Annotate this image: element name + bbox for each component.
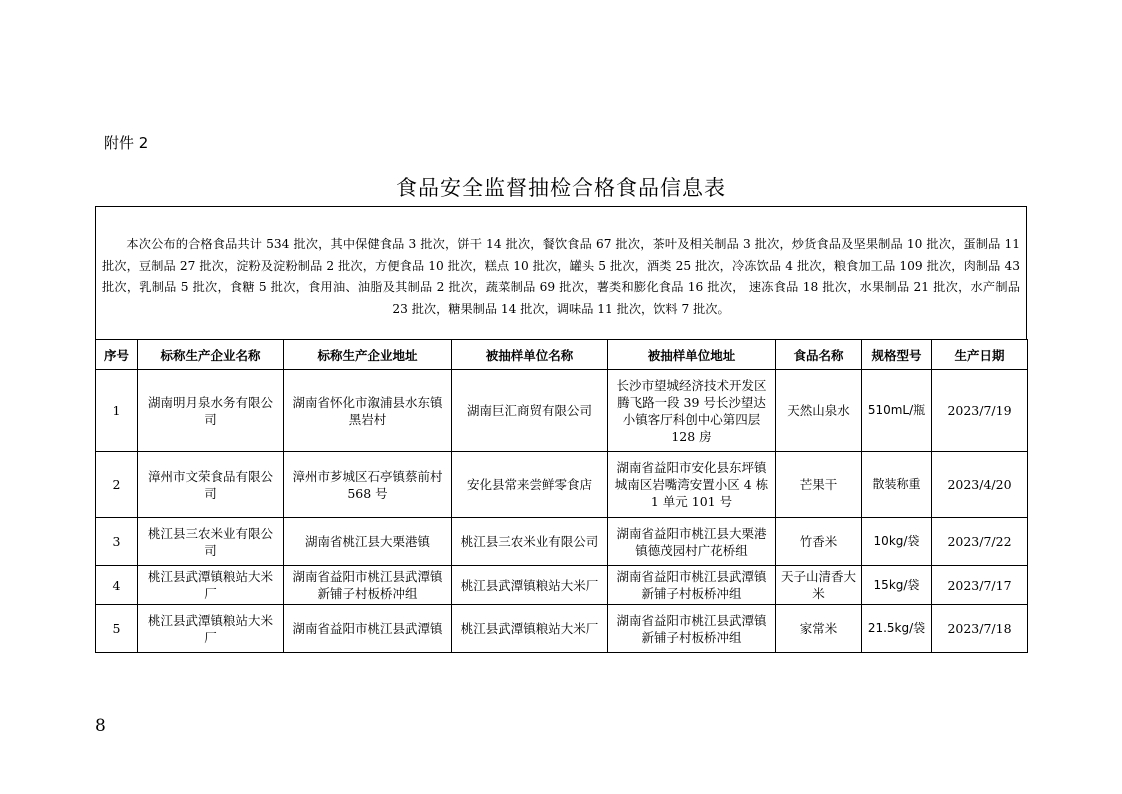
- cell-sampled-unit-name: 桃江县三农米业有限公司: [452, 518, 608, 566]
- cell-manufacturer-name: 桃江县三农米业有限公司: [138, 518, 284, 566]
- table-row: [96, 518, 1028, 566]
- cell-specification: 散装称重: [862, 452, 932, 518]
- summary-text: 本次公布的合格食品共计 534 批次，其中保健食品 3 批次，饼干 14 批次，餐饮食品 67 批次，茶叶及相关制品 3 批次，炒货食品及坚果制品 10 批次，蛋制品 11 批次，豆制品 27 批次，淀粉及淀粉制品 2 批次，方便食品 10 批次，糕点 10 批次，罐头 5 批次，酒类 25 批次，冷冻饮品 4 批次，粮食加工品 109 批次，肉制品 43 批次，乳制品 5 批次，食糖 5 批次，食用油、油脂及其制品 2 批次，蔬菜制品 69 批次，薯类和膨化食品 16 批次， 速冻食品 18 批次，水果制品 21 批次，水产制品 23 批次，糖果制品 14 批次，调味品 11 批次，饮料 7 批次。: [102, 237, 1020, 316]
- summary-box: [95, 206, 1027, 340]
- cell-production-date: 2023/7/19: [932, 370, 1028, 452]
- cell-manufacturer-address: 湖南省桃江县大栗港镇: [284, 518, 452, 566]
- food-info-table: [95, 339, 1028, 653]
- cell-index: 4: [96, 566, 138, 605]
- table-row: [96, 370, 1028, 452]
- cell-production-date: 2023/7/18: [932, 605, 1028, 653]
- annex-label: 附件 2: [104, 134, 149, 152]
- cell-food-name: 天然山泉水: [776, 370, 862, 452]
- table-row: [96, 452, 1028, 518]
- cell-manufacturer-name: 桃江县武潭镇粮站大米厂: [138, 605, 284, 653]
- page-title: 食品安全监督抽检合格食品信息表: [396, 176, 726, 200]
- cell-index: 3: [96, 518, 138, 566]
- cell-specification: 15kg/袋: [862, 566, 932, 605]
- header-manufacturer-address: 标称生产企业地址: [284, 340, 452, 370]
- header-sampled-unit-name: 被抽样单位名称: [452, 340, 608, 370]
- page-number: 8: [95, 716, 106, 736]
- cell-specification: 510mL/瓶: [862, 370, 932, 452]
- cell-index: 2: [96, 452, 138, 518]
- cell-production-date: 2023/7/22: [932, 518, 1028, 566]
- cell-sampled-unit-address: 湖南省益阳市桃江县武潭镇新铺子村板桥冲组: [608, 566, 776, 605]
- header-sampled-unit-address: 被抽样单位地址: [608, 340, 776, 370]
- cell-manufacturer-address: 湖南省益阳市桃江县武潭镇新铺子村板桥冲组: [284, 566, 452, 605]
- cell-sampled-unit-address: 湖南省益阳市桃江县武潭镇新铺子村板桥冲组: [608, 605, 776, 653]
- header-specification: 规格型号: [862, 340, 932, 370]
- cell-specification: 10kg/袋: [862, 518, 932, 566]
- cell-sampled-unit-name: 湖南巨汇商贸有限公司: [452, 370, 608, 452]
- table-row: [96, 566, 1028, 605]
- cell-food-name: 竹香米: [776, 518, 862, 566]
- header-manufacturer-name: 标称生产企业名称: [138, 340, 284, 370]
- cell-sampled-unit-address: 长沙市望城经济技术开发区腾飞路一段 39 号长沙望达小镇客厅科创中心第四层 128 房: [608, 370, 776, 452]
- cell-food-name: 家常米: [776, 605, 862, 653]
- header-production-date: 生产日期: [932, 340, 1028, 370]
- cell-index: 1: [96, 370, 138, 452]
- cell-sampled-unit-name: 桃江县武潭镇粮站大米厂: [452, 566, 608, 605]
- cell-manufacturer-address: 湖南省益阳市桃江县武潭镇: [284, 605, 452, 653]
- header-index: 序号: [96, 340, 138, 370]
- cell-manufacturer-address: 湖南省怀化市溆浦县水东镇黑岩村: [284, 370, 452, 452]
- cell-production-date: 2023/4/20: [932, 452, 1028, 518]
- cell-sampled-unit-name: 安化县常来尝鲜零食店: [452, 452, 608, 518]
- cell-manufacturer-name: 漳州市文荣食品有限公司: [138, 452, 284, 518]
- table-row: [96, 605, 1028, 653]
- cell-index: 5: [96, 605, 138, 653]
- cell-specification: 21.5kg/袋: [862, 605, 932, 653]
- cell-production-date: 2023/7/17: [932, 566, 1028, 605]
- header-food-name: 食品名称: [776, 340, 862, 370]
- cell-sampled-unit-name: 桃江县武潭镇粮站大米厂: [452, 605, 608, 653]
- cell-food-name: 芒果干: [776, 452, 862, 518]
- cell-manufacturer-name: 湖南明月泉水务有限公司: [138, 370, 284, 452]
- cell-sampled-unit-address: 湖南省益阳市安化县东坪镇城南区岩嘴湾安置小区 4 栋 1 单元 101 号: [608, 452, 776, 518]
- cell-manufacturer-name: 桃江县武潭镇粮站大米厂: [138, 566, 284, 605]
- cell-sampled-unit-address: 湖南省益阳市桃江县大栗港镇德茂园村广花桥组: [608, 518, 776, 566]
- table-header-row: [96, 340, 1028, 370]
- cell-manufacturer-address: 漳州市芗城区石亭镇蔡前村 568 号: [284, 452, 452, 518]
- cell-food-name: 天子山清香大米: [776, 566, 862, 605]
